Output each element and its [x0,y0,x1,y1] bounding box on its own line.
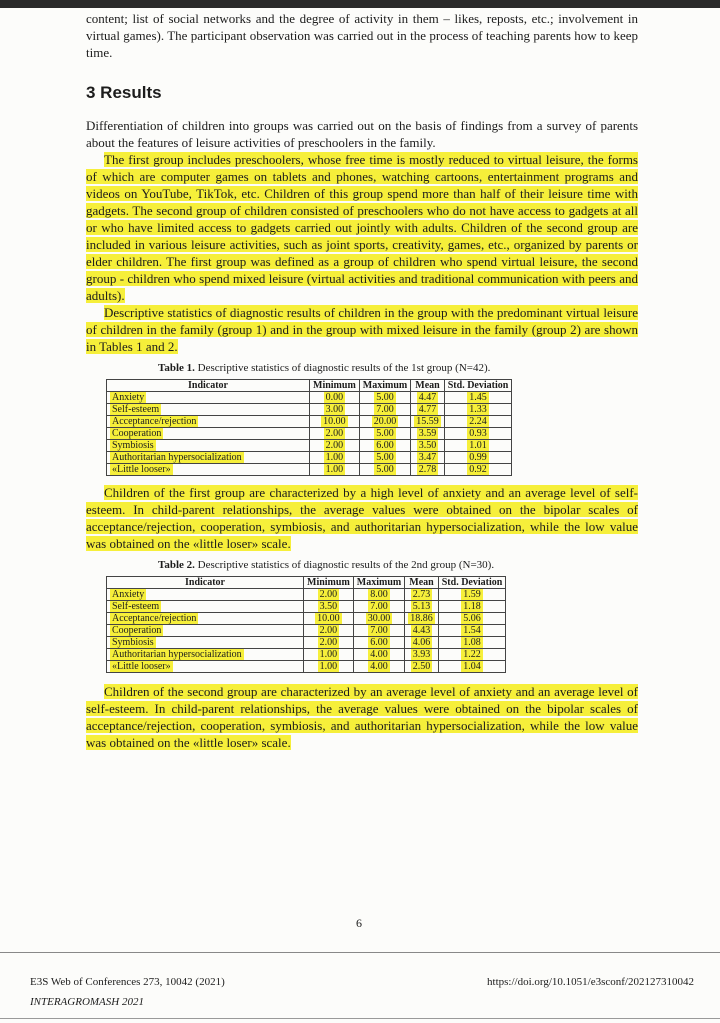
table-row [107,613,506,625]
cell-text: 5.13 [412,601,431,612]
cell-mean [405,661,439,673]
cell-text: Acceptance/rejection [112,613,197,624]
table-row [107,416,512,428]
table-row [107,625,506,637]
cell-text: 5.00 [376,452,394,463]
cell-text: 0.99 [469,452,487,463]
cell-mean [405,589,439,601]
cell-minimum [310,404,360,416]
cell-maximum [359,440,410,452]
cell-std [444,416,512,428]
cell-maximum [353,637,404,649]
table-row [107,452,512,464]
cell-minimum [304,589,354,601]
table-row [107,649,506,661]
cell-mean [405,649,439,661]
table-row [107,404,512,416]
cell-minimum [304,637,354,649]
cell-text: 3.50 [319,601,338,612]
cell-text: 6.00 [370,637,388,648]
cell-mean [411,440,445,452]
cell-indicator [107,601,304,613]
cell-std [438,601,506,613]
cell-text: Self-esteem [112,404,160,415]
section-heading: 3 Results [86,83,162,102]
conference-name: INTERAGROMASH 2021 [30,996,144,1008]
cell-std [438,637,506,649]
cell-maximum [359,404,410,416]
cell-std [438,613,506,625]
cell-indicator [107,464,310,476]
footer-divider [0,952,720,953]
cell-mean [405,637,439,649]
cell-text: 18.86 [410,613,433,624]
cell-maximum [353,661,404,673]
results-paragraph-1: Differentiation of children into groups was carried out on the basis of findings from a survey of parents about the features of leisure activities of preschoolers in the family. [86,118,638,150]
cell-text: Symbiosis [112,440,154,451]
cell-indicator [107,416,310,428]
cell-text: 4.47 [418,392,437,403]
cell-maximum [353,613,404,625]
results-paragraph-2 [86,151,638,304]
table-row [107,392,512,404]
cell-mean [411,416,445,428]
cell-indicator [107,589,304,601]
table-2-label: Table 2. [158,559,195,571]
table-row [107,637,506,649]
cell-indicator [107,440,310,452]
cell-indicator [107,404,310,416]
cell-text: 1.00 [325,452,344,463]
cell-text: 2.50 [412,661,431,672]
cell-text: 1.04 [463,661,481,672]
cell-text: Anxiety [112,589,145,600]
header-minimum: Minimum [310,380,360,392]
cell-minimum [310,464,360,476]
cell-text: 2.00 [319,589,338,600]
cell-std [444,452,512,464]
header-indicator: Indicator [107,577,304,589]
cell-text: 2.24 [469,416,487,427]
top-edge-bar [0,0,720,8]
intro-line-1: content; list of social networks and the degree of activity in them – likes, reposts, etc.; [86,11,554,26]
cell-text: 1.45 [469,392,487,403]
cell-mean [411,392,445,404]
cell-text: 4.00 [370,649,388,660]
cell-text: 5.00 [376,428,394,439]
cell-text: 1.22 [463,649,481,660]
cell-mean [405,613,439,625]
cell-minimum [304,661,354,673]
intro-paragraph [86,10,638,61]
cell-text: 10.00 [317,613,340,624]
cell-text: 1.59 [463,589,481,600]
cell-text: 4.06 [412,637,431,648]
cell-text: 3.00 [325,404,344,415]
cell-std [444,428,512,440]
cell-text: 4.43 [412,625,431,636]
cell-text: Authoritarian hypersocialization [112,452,242,463]
cell-text: 0.92 [469,464,487,475]
cell-minimum [310,392,360,404]
cell-minimum [310,452,360,464]
cell-text: 2.73 [412,589,431,600]
table-row [107,464,512,476]
highlighted-text: Children of the first group are characterized by a high level of anxiety and an average level of self-esteem. In child-parent relationships, the average values were obtained on the bipolar scales of acceptance/rejection, cooperation, symbiosis, and authoritarian hypersocialization, while the low value was obtained on the «little loser» scale. [86,485,638,551]
cell-minimum [304,613,354,625]
results-paragraph-3 [86,304,638,355]
cell-minimum [304,601,354,613]
cell-text: 1.54 [463,625,481,636]
table-row [107,601,506,613]
cell-text: 2.78 [418,464,437,475]
table-header-row [107,380,512,392]
header-mean: Mean [411,380,445,392]
highlighted-text: Descriptive statistics of diagnostic results of children in the group with the predominant virtual leisure of children in the family (group 1) and in the group with mixed leisure in the family (group 2) are shown in Tables 1 and 2. [86,305,638,354]
page-number: 6 [356,916,362,930]
cell-mean [411,404,445,416]
cell-text: Cooperation [112,428,162,439]
cell-indicator [107,428,310,440]
header-std-deviation: Std. Deviation [438,577,506,589]
cell-text: 0.93 [469,428,487,439]
cell-text: 5.06 [463,613,481,624]
table-row [107,440,512,452]
cell-minimum [310,428,360,440]
cell-std [444,464,512,476]
cell-text: Acceptance/rejection [112,416,197,427]
cell-text: Anxiety [112,392,145,403]
results-paragraph-5 [86,683,638,751]
table-1-label: Table 1. [158,362,195,374]
cell-text: 7.00 [370,601,388,612]
cell-maximum [353,649,404,661]
highlighted-text: The first group includes preschoolers, whose free time is mostly reduced to virtual leisure, the forms of which are computer games on tablets and phones, watching cartoons, entertainment programs and videos on YouTube, TikTok, etc. Children of this group spend more than half of their leisure time with gadgets. The second group of children consisted of preschoolers who do not have access to gadgets at all or who have limited access to gadgets carried out jointly with adults. Children of the second group are included in various leisure activities, such as joint sports, creativity, games, etc., organized by parents or elder children. The first group was defined as a group of children who spend virtual leisure, the second group - children who spend mixed leisure (virtual activities and traditional communication with peers and adults). [86,152,638,303]
cell-text: 0.00 [325,392,344,403]
cell-text: 3.93 [412,649,431,660]
cell-maximum [359,392,410,404]
table-1-caption-text: Descriptive statistics of diagnostic results of the 1st group (N=42). [197,362,491,374]
cell-text: 4.77 [418,404,437,415]
cell-text: 20.00 [373,416,397,427]
cell-text: 3.59 [418,428,437,439]
results-paragraph-4 [86,484,638,552]
cell-text: 1.00 [319,649,338,660]
cell-maximum [359,452,410,464]
cell-text: 1.00 [319,661,338,672]
table-2-caption-text: Descriptive statistics of diagnostic results of the 2nd group (N=30). [197,559,495,571]
cell-text: 1.00 [325,464,344,475]
header-indicator: Indicator [107,380,310,392]
cell-text: 8.00 [370,589,388,600]
cell-text: Authoritarian hypersocialization [112,649,242,660]
table-header-row [107,577,506,589]
cell-maximum [359,416,410,428]
cell-text: 5.00 [376,392,394,403]
cell-std [444,404,512,416]
cell-text: 7.00 [376,404,394,415]
cell-indicator [107,661,304,673]
header-maximum: Maximum [353,577,404,589]
cell-text: 2.00 [325,440,344,451]
cell-text: 3.47 [418,452,437,463]
intro-line-3: teaching parents how to keep time. [86,28,638,60]
cell-maximum [353,601,404,613]
cell-minimum [304,625,354,637]
cell-text: 2.00 [319,625,338,636]
cell-indicator [107,649,304,661]
header-minimum: Minimum [304,577,354,589]
cell-text: 2.00 [319,637,338,648]
cell-minimum [310,440,360,452]
cell-maximum [359,428,410,440]
bottom-divider [0,1018,720,1019]
cell-indicator [107,637,304,649]
cell-mean [411,452,445,464]
header-maximum: Maximum [359,380,410,392]
table-2-caption [86,558,638,572]
intro-line-2: involvement in virtual games). The participant observation was carried out in the process of [86,11,638,43]
cell-text: 7.00 [370,625,388,636]
highlighted-text: Children of the second group are characterized by an average level of anxiety and an average level of self-esteem. In child-parent relationships, the average values were obtained on the bipolar scales of acceptance/rejection, cooperation, symbiosis, and authoritarian hypersocialization, while the low value was obtained on the «little loser» scale. [86,684,638,750]
cell-text: 30.00 [367,613,391,624]
cell-mean [405,601,439,613]
table-1 [106,379,512,476]
cell-text: 4.00 [370,661,388,672]
cell-minimum [304,649,354,661]
cell-indicator [107,452,310,464]
cell-maximum [353,625,404,637]
cell-mean [411,428,445,440]
cell-std [438,589,506,601]
cell-indicator [107,392,310,404]
table-row [107,428,512,440]
cell-text: 1.18 [463,601,481,612]
cell-text: 5.00 [376,464,394,475]
cell-text: 3.50 [418,440,437,451]
journal-citation: E3S Web of Conferences 273, 10042 (2021) [30,976,225,988]
cell-text: «Little looser» [112,464,171,475]
cell-text: 15.59 [416,416,439,427]
header-std-deviation: Std. Deviation [444,380,512,392]
table-1-caption [86,361,638,375]
cell-text: Cooperation [112,625,162,636]
paper-page [86,10,638,751]
table-2 [106,576,506,673]
table-row [107,589,506,601]
cell-text: «Little looser» [112,661,171,672]
cell-mean [405,625,439,637]
cell-std [438,649,506,661]
cell-text: 10.00 [323,416,346,427]
cell-indicator [107,625,304,637]
cell-maximum [359,464,410,476]
cell-text: 1.08 [463,637,481,648]
cell-mean [411,464,445,476]
cell-maximum [353,589,404,601]
cell-text: Self-esteem [112,601,160,612]
cell-std [438,661,506,673]
cell-std [444,440,512,452]
cell-text: 2.00 [325,428,344,439]
cell-text: 6.00 [376,440,394,451]
cell-std [444,392,512,404]
table-row [107,661,506,673]
doi-link[interactable]: https://doi.org/10.1051/e3sconf/202127310042 [487,976,694,988]
cell-text: 1.33 [469,404,487,415]
header-mean: Mean [405,577,439,589]
cell-text: Symbiosis [112,637,154,648]
cell-text: 1.01 [469,440,487,451]
cell-indicator [107,613,304,625]
cell-minimum [310,416,360,428]
cell-std [438,625,506,637]
